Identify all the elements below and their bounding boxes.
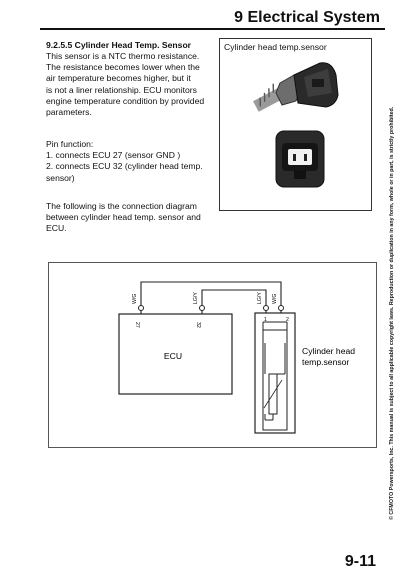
connection-line: The following is the connection diagram xyxy=(46,201,197,211)
pin-function-line: 1. connects ECU 27 (sensor GND ) xyxy=(46,150,181,161)
sensor-label-line: Cylinder head xyxy=(302,346,356,356)
wire-color-label: W/G xyxy=(272,293,278,304)
description-line: The resistance becomes lower when the xyxy=(46,62,200,73)
sensor-pin-number: 2 xyxy=(286,317,289,323)
pin-function-line: sensor) xyxy=(46,172,75,183)
ecu-pin-number: 32 xyxy=(195,322,201,328)
description-line: engine temperature condition by provided xyxy=(46,95,205,106)
chapter-title: 9 Electrical System xyxy=(234,9,380,26)
sensor-label-line: temp.sensor xyxy=(302,357,350,367)
description-line: air temperature becomes higher, but it xyxy=(46,73,191,84)
connection-line: ECU. xyxy=(46,223,67,234)
sensor-photo-box xyxy=(219,38,372,211)
sensor-box xyxy=(255,313,295,433)
pin-function xyxy=(46,139,203,184)
wire-color-label: LG/Y xyxy=(193,292,199,304)
sensor-connector-photo xyxy=(272,127,328,191)
wire-color-label: LG/Y xyxy=(257,292,263,304)
header-rule xyxy=(40,28,385,30)
pin-function-line: 2. connects ECU 32 (cylinder head temp. xyxy=(46,161,203,172)
sensor-photo-label: Cylinder head temp.sensor xyxy=(224,42,327,52)
connection-intro xyxy=(46,201,201,235)
ecu-label: ECU xyxy=(163,351,183,361)
ecu-pin-number: 27 xyxy=(134,322,140,328)
page-number: 9-11 xyxy=(344,553,376,570)
sensor-description xyxy=(46,51,207,118)
section-heading: 9.2.5.5 Cylinder Head Temp. Sensor xyxy=(46,40,192,50)
copyright-notice: © CFMOTO Powersports, Inc. This manual is subject to all applicable copyright laws. Reproduction or duplication in any form, whole or in part, is strictly prohibited. xyxy=(389,106,395,520)
connection-diagram xyxy=(48,262,377,448)
wire-color-label: W/G xyxy=(132,293,138,304)
description-line: This sensor is a NTC thermo resistance. xyxy=(46,51,200,61)
description-line: parameters. xyxy=(46,107,92,118)
pin-function-line: Pin function: xyxy=(46,139,94,149)
sensor-pin-number: 1 xyxy=(264,317,267,323)
description-line: is not a liner relationship. ECU monitors xyxy=(46,84,197,95)
connection-line: between cylinder head temp. sensor and xyxy=(46,212,201,223)
sensor-side-photo xyxy=(250,53,342,125)
